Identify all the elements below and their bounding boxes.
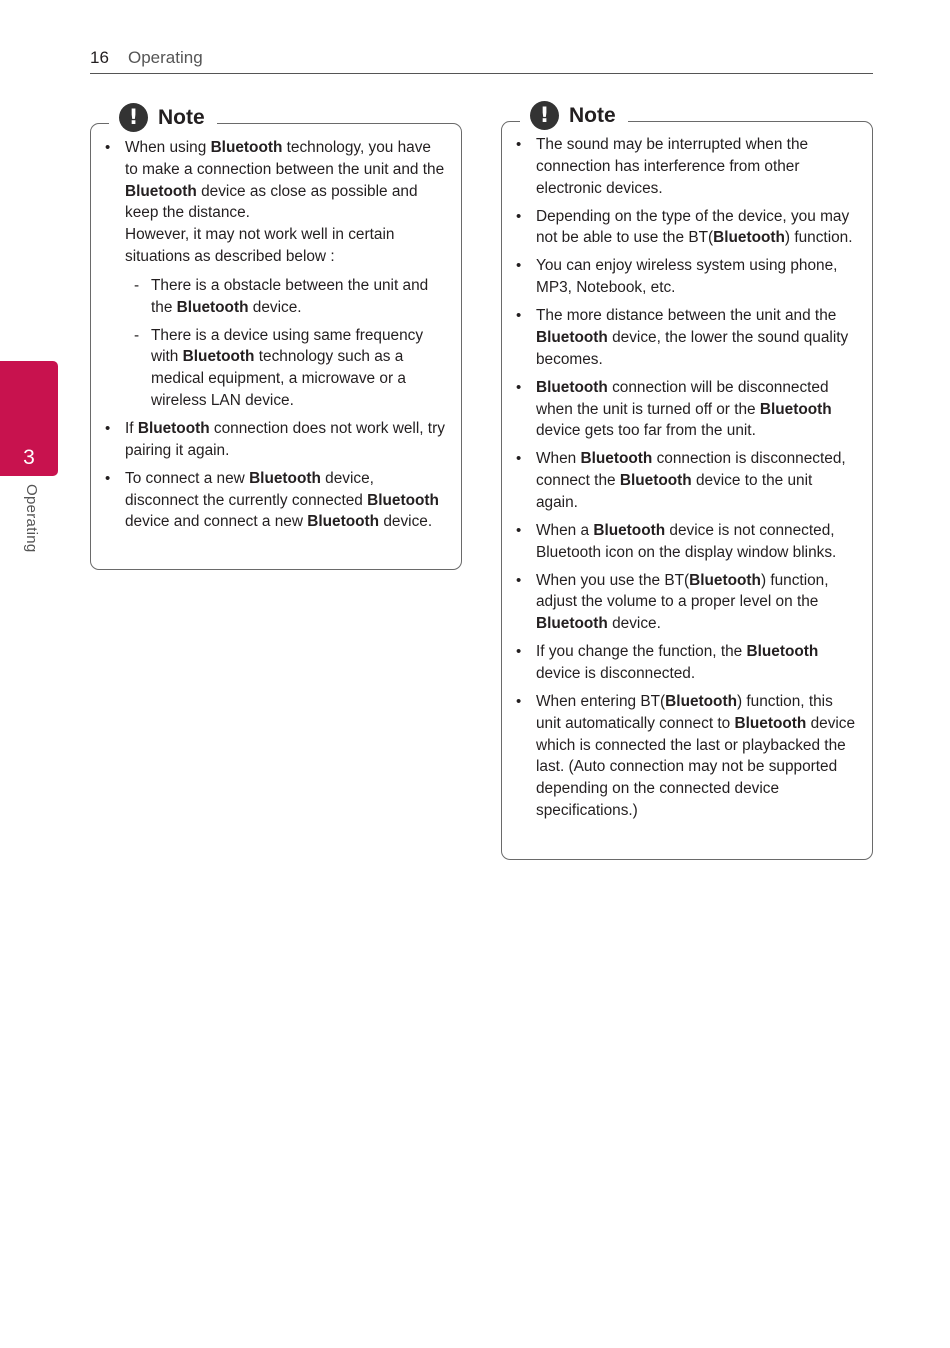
list-item: • If Bluetooth connection does not work well, try pairing it again. xyxy=(91,418,447,462)
list-item: • When using Bluetooth technology, you have to make a connection between the unit and the Bluetooth device as close as possible and keep the distance. However, it may not work well in certain situations as described below : - There is a obstacle between the unit and the Bluetooth device. - There is a device using same frequency with Bluetooth technology such as a medical equipment, a microwave or a wireless LAN device. xyxy=(91,137,447,412)
note-box-right xyxy=(501,103,873,860)
chapter-label: Operating xyxy=(23,484,40,553)
list-item: • If you change the function, the Bluetooth device is disconnected. xyxy=(502,641,858,685)
list-item: • The sound may be interrupted when the connection has interference from other electronic devices. xyxy=(502,134,858,199)
note-list xyxy=(91,137,447,533)
list-item: • To connect a new Bluetooth device, disconnect the currently connected Bluetooth device and connect a new Bluetooth device. xyxy=(91,468,447,533)
list-item: • When a Bluetooth device is not connected, Bluetooth icon on the display window blinks. xyxy=(502,520,858,564)
sub-list xyxy=(125,275,447,412)
note-list xyxy=(502,134,858,822)
exclamation-icon: ! xyxy=(119,103,148,132)
list-item: • Bluetooth connection will be disconnected when the unit is turned off or the Bluetooth device gets too far from the unit. xyxy=(502,377,858,442)
list-item: • When entering BT(Bluetooth) function, this unit automatically connect to Bluetooth device which is connected the last or playbacked the last. (Auto connection may not be supported depending on the connected device specifications.) xyxy=(502,691,858,822)
list-item: • You can enjoy wireless system using phone, MP3, Notebook, etc. xyxy=(502,255,858,299)
list-item: • Depending on the type of the device, you may not be able to use the BT(Bluetooth) function. xyxy=(502,206,858,250)
note-box-left xyxy=(90,105,462,570)
list-item: • When Bluetooth connection is disconnected, connect the Bluetooth device to the unit again. xyxy=(502,448,858,513)
header-divider xyxy=(90,73,873,74)
section-title: Operating xyxy=(128,48,203,67)
chapter-tab xyxy=(0,361,58,476)
chapter-number: 3 xyxy=(23,446,35,469)
note-header xyxy=(109,103,217,132)
note-header xyxy=(520,101,628,130)
list-item: • When you use the BT(Bluetooth) function, adjust the volume to a proper level on the Bluetooth device. xyxy=(502,570,858,635)
note-title: Note xyxy=(158,105,205,129)
exclamation-icon: ! xyxy=(530,101,559,130)
page-number: 16 xyxy=(90,48,109,67)
list-item: • The more distance between the unit and the Bluetooth device, the lower the sound quality becomes. xyxy=(502,305,858,370)
sub-list-item: - There is a device using same frequency with Bluetooth technology such as a medical equipment, a microwave or a wireless LAN device. xyxy=(125,325,447,412)
sub-list-item: - There is a obstacle between the unit and the Bluetooth device. xyxy=(125,275,447,319)
note-title: Note xyxy=(569,103,616,127)
